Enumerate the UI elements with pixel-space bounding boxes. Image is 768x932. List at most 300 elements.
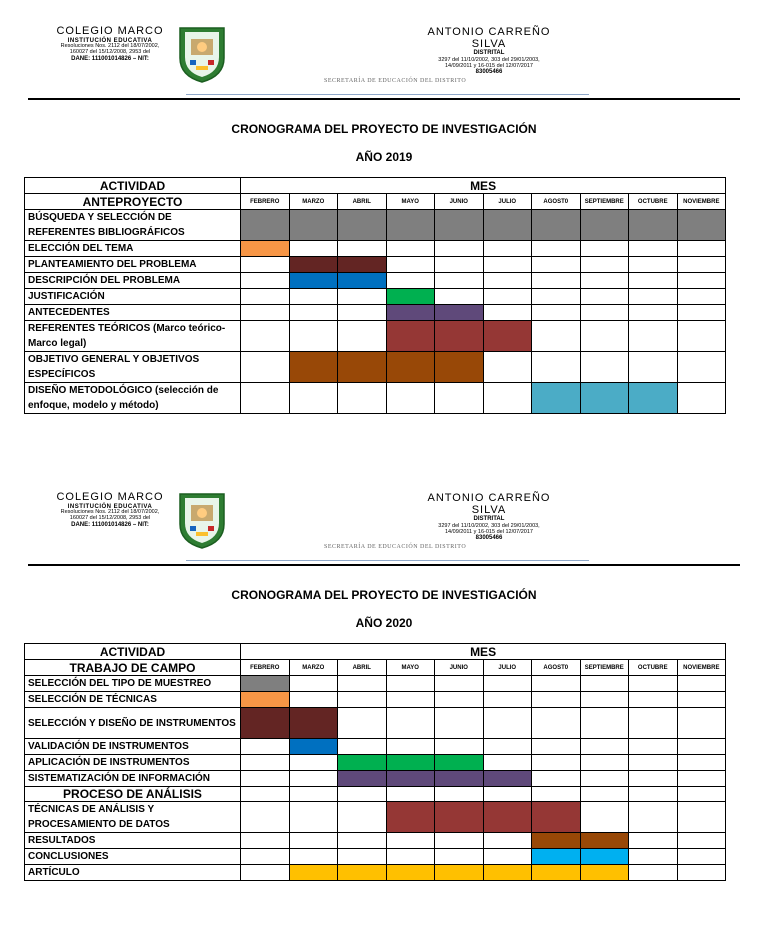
- gantt-bar-cell: [289, 739, 338, 755]
- school-block: [40, 26, 180, 63]
- gantt-bar-cell: [532, 833, 581, 849]
- gantt-cell: [241, 771, 290, 787]
- activity-label: TÉCNICAS DE ANÁLISIS Y PROCESAMIENTO DE DATOS: [25, 802, 241, 833]
- gantt-cell: [483, 289, 532, 305]
- table-row: [25, 739, 726, 755]
- gantt-cell: [386, 708, 435, 739]
- gantt-cell: [338, 739, 387, 755]
- table-row: [25, 321, 726, 352]
- month-header: JUNIO: [435, 194, 484, 210]
- gantt-cell: [532, 692, 581, 708]
- gantt-cell: [435, 739, 484, 755]
- activity-label: SISTEMATIZACIÓN DE INFORMACIÓN: [25, 771, 241, 787]
- gantt-bar-cell: [435, 802, 484, 833]
- table-row: [25, 273, 726, 289]
- resolutions-line-2: 160027 del 15/12/2008, 2953 del: [69, 48, 151, 55]
- activity-label: DISEÑO METODOLÓGICO (selección de enfoque, modelo y método): [25, 383, 241, 414]
- month-header: JUNIO: [435, 660, 484, 676]
- gantt-cell: [580, 273, 629, 289]
- gantt-cell: [386, 257, 435, 273]
- gantt-cell: [629, 865, 678, 881]
- month-header: MAYO: [386, 194, 435, 210]
- gantt-cell: [483, 305, 532, 321]
- gantt-cell: [483, 352, 532, 383]
- gantt-bar-cell: [241, 708, 290, 739]
- gantt-cell: [289, 755, 338, 771]
- gantt-bar-cell: [435, 865, 484, 881]
- gantt-cell: [629, 305, 678, 321]
- header-divider-blue: [186, 94, 589, 95]
- gantt-cell: [629, 708, 678, 739]
- group-label: TRABAJO DE CAMPO: [25, 660, 241, 676]
- gantt-bar-cell: [435, 352, 484, 383]
- gantt-cell: [677, 273, 726, 289]
- table-row: [25, 383, 726, 414]
- gantt-cell: [532, 305, 581, 321]
- gantt-cell: [435, 787, 484, 802]
- resolutions-line-2: 160027 del 15/12/2008, 2953 del: [69, 514, 151, 521]
- gantt-bar-cell: [338, 352, 387, 383]
- district-label: DISTRITAL: [473, 50, 505, 57]
- right-resolutions-1: 3297 del 11/10/2002, 303 del 29/01/2003,: [438, 522, 540, 529]
- gantt-cell: [677, 321, 726, 352]
- gantt-cell: [435, 257, 484, 273]
- gantt-cell: [289, 771, 338, 787]
- gantt-bar-cell: [483, 865, 532, 881]
- gantt-cell: [580, 739, 629, 755]
- year-label-2019: AÑO 2019: [355, 150, 413, 164]
- header-divider-blue: [186, 560, 589, 561]
- gantt-cell: [483, 273, 532, 289]
- gantt-cell: [483, 833, 532, 849]
- activity-label: BÚSQUEDA Y SELECCIÓN DE REFERENTES BIBLIOGRÁFICOS: [25, 210, 241, 241]
- gantt-bar-cell: [483, 771, 532, 787]
- gantt-bar-cell: [386, 771, 435, 787]
- month-header: NOVIEMBRE: [677, 194, 726, 210]
- gantt-cell: [532, 289, 581, 305]
- gantt-cell: [677, 352, 726, 383]
- gantt-cell: [386, 383, 435, 414]
- gantt-cell: [435, 692, 484, 708]
- activity-label: PLANTEAMIENTO DEL PROBLEMA: [25, 257, 241, 273]
- gantt-bar-cell: [580, 849, 629, 865]
- activity-label: VALIDACIÓN DE INSTRUMENTOS: [25, 739, 241, 755]
- gantt-cell: [338, 692, 387, 708]
- gantt-cell: [677, 755, 726, 771]
- gantt-cell: [483, 787, 532, 802]
- gantt-cell: [629, 289, 678, 305]
- gantt-cell: [629, 241, 678, 257]
- activity-label: RESULTADOS: [25, 833, 241, 849]
- gantt-cell: [532, 352, 581, 383]
- gantt-cell: [580, 787, 629, 802]
- schedule-table-2020: [24, 643, 726, 881]
- gantt-cell: [629, 692, 678, 708]
- gantt-bar-cell: [386, 305, 435, 321]
- gantt-bar-cell: [338, 273, 387, 289]
- gantt-cell: [532, 708, 581, 739]
- gantt-bar-cell: [532, 210, 581, 241]
- gantt-cell: [483, 241, 532, 257]
- table-row: [25, 802, 726, 833]
- gantt-cell: [629, 257, 678, 273]
- gantt-bar-cell: [580, 833, 629, 849]
- gantt-bar-cell: [338, 771, 387, 787]
- gantt-cell: [386, 241, 435, 257]
- right-resolutions-1: 3297 del 11/10/2002, 303 del 29/01/2003,: [438, 56, 540, 63]
- month-header: FEBRERO: [241, 194, 290, 210]
- gantt-cell: [532, 273, 581, 289]
- gantt-bar-cell: [386, 321, 435, 352]
- schedule-table-2019: [24, 177, 726, 414]
- gantt-bar-cell: [483, 802, 532, 833]
- gantt-bar-cell: [532, 849, 581, 865]
- gantt-cell: [435, 833, 484, 849]
- gantt-cell: [386, 273, 435, 289]
- gantt-cell: [338, 321, 387, 352]
- gantt-cell: [241, 257, 290, 273]
- column-header-month: MES: [241, 178, 726, 194]
- school-name: COLEGIO MARCO: [56, 25, 164, 37]
- gantt-bar-cell: [629, 383, 678, 414]
- rector-block: [414, 26, 564, 75]
- table-row: [25, 692, 726, 708]
- page-title-2019: CRONOGRAMA DEL PROYECTO DE INVESTIGACIÓN: [231, 122, 537, 136]
- gantt-cell: [532, 787, 581, 802]
- gantt-cell: [580, 771, 629, 787]
- gantt-bar-cell: [435, 771, 484, 787]
- gantt-cell: [435, 708, 484, 739]
- gantt-cell: [289, 305, 338, 321]
- table-row: [25, 755, 726, 771]
- gantt-cell: [241, 755, 290, 771]
- resolutions-line-1: Resoluciones Nos. 2112 del 18/07/2002,: [60, 508, 160, 515]
- gantt-cell: [241, 273, 290, 289]
- header-row: [25, 178, 726, 194]
- month-header: OCTUBRE: [629, 194, 678, 210]
- gantt-bar-cell: [386, 210, 435, 241]
- month-header: ABRIL: [338, 660, 387, 676]
- gantt-cell: [677, 289, 726, 305]
- gantt-cell: [483, 739, 532, 755]
- gantt-bar-cell: [532, 865, 581, 881]
- column-header-month: MES: [241, 644, 726, 660]
- phone-number: 83005466: [475, 68, 503, 75]
- activity-label: OBJETIVO GENERAL Y OBJETIVOS ESPECÍFICOS: [25, 352, 241, 383]
- header-divider-black: [28, 98, 740, 100]
- table-row: [25, 210, 726, 241]
- gantt-cell: [483, 383, 532, 414]
- gantt-bar-cell: [289, 708, 338, 739]
- table-row: [25, 787, 726, 802]
- gantt-cell: [677, 305, 726, 321]
- gantt-cell: [580, 321, 629, 352]
- gantt-cell: [241, 289, 290, 305]
- gantt-bar-cell: [289, 273, 338, 289]
- gantt-cell: [483, 708, 532, 739]
- gantt-bar-cell: [241, 210, 290, 241]
- gantt-cell: [677, 865, 726, 881]
- gantt-cell: [580, 352, 629, 383]
- gantt-bar-cell: [386, 865, 435, 881]
- gantt-cell: [580, 755, 629, 771]
- gantt-cell: [629, 833, 678, 849]
- gantt-cell: [338, 305, 387, 321]
- activity-label: ARTÍCULO: [25, 865, 241, 881]
- gantt-bar-cell: [580, 210, 629, 241]
- activity-label: SELECCIÓN Y DISEÑO DE INSTRUMENTOS: [25, 708, 241, 739]
- gantt-cell: [289, 321, 338, 352]
- gantt-cell: [580, 708, 629, 739]
- gantt-cell: [338, 787, 387, 802]
- gantt-bar-cell: [338, 210, 387, 241]
- gantt-cell: [629, 352, 678, 383]
- activity-label: ANTECEDENTES: [25, 305, 241, 321]
- gantt-bar-cell: [338, 755, 387, 771]
- school-crest-logo: [176, 490, 228, 550]
- month-header: JULIO: [483, 194, 532, 210]
- gantt-cell: [677, 833, 726, 849]
- gantt-cell: [483, 755, 532, 771]
- gantt-cell: [338, 289, 387, 305]
- gantt-cell: [629, 273, 678, 289]
- resolutions-line-1: Resoluciones Nos. 2112 del 18/07/2002,: [60, 42, 160, 49]
- gantt-cell: [677, 241, 726, 257]
- gantt-bar-cell: [580, 383, 629, 414]
- activity-label: DESCRIPCIÓN DEL PROBLEMA: [25, 273, 241, 289]
- gantt-cell: [677, 692, 726, 708]
- year-label-2020: AÑO 2020: [355, 616, 413, 630]
- gantt-cell: [289, 833, 338, 849]
- institution-type: INSTITUCIÓN EDUCATIVA: [67, 37, 153, 44]
- gantt-cell: [629, 739, 678, 755]
- gantt-cell: [435, 241, 484, 257]
- gantt-cell: [580, 692, 629, 708]
- activity-label: ELECCIÓN DEL TEMA: [25, 241, 241, 257]
- gantt-cell: [241, 352, 290, 383]
- activity-label: REFERENTES TEÓRICOS (Marco teórico-Marco legal): [25, 321, 241, 352]
- gantt-bar-cell: [289, 352, 338, 383]
- column-header-activity: ACTIVIDAD: [25, 178, 241, 194]
- gantt-cell: [483, 257, 532, 273]
- month-header: MARZO: [289, 660, 338, 676]
- month-row: [25, 660, 726, 676]
- gantt-cell: [629, 771, 678, 787]
- header-divider-black: [28, 564, 740, 566]
- table-row: [25, 352, 726, 383]
- group-label: ANTEPROYECTO: [25, 194, 241, 210]
- gantt-cell: [629, 849, 678, 865]
- institution-type: INSTITUCIÓN EDUCATIVA: [67, 503, 153, 510]
- gantt-cell: [580, 676, 629, 692]
- gantt-bar-cell: [435, 210, 484, 241]
- gantt-cell: [241, 833, 290, 849]
- gantt-cell: [677, 849, 726, 865]
- activity-label: CONCLUSIONES: [25, 849, 241, 865]
- table-row: [25, 676, 726, 692]
- letterhead-2: [0, 476, 768, 586]
- gantt-cell: [289, 787, 338, 802]
- dane-code: DANE: 111001014826 – NIT:: [71, 56, 149, 63]
- table-row: [25, 241, 726, 257]
- gantt-cell: [241, 787, 290, 802]
- gantt-bar-cell: [532, 383, 581, 414]
- right-resolutions-2: 14/09/2011 y 16-015 del 12/07/2017: [445, 528, 533, 535]
- table-row: [25, 289, 726, 305]
- table-row: [25, 257, 726, 273]
- gantt-cell: [241, 802, 290, 833]
- gantt-cell: [386, 692, 435, 708]
- gantt-cell: [580, 241, 629, 257]
- gantt-cell: [241, 383, 290, 414]
- gantt-bar-cell: [386, 755, 435, 771]
- gantt-cell: [435, 849, 484, 865]
- gantt-cell: [338, 383, 387, 414]
- gantt-cell: [241, 321, 290, 352]
- month-header: MARZO: [289, 194, 338, 210]
- activity-label: SELECCIÓN DEL TIPO DE MUESTREO: [25, 676, 241, 692]
- rector-name: ANTONIO CARREÑO SILVA: [427, 26, 551, 51]
- gantt-cell: [338, 849, 387, 865]
- gantt-cell: [435, 273, 484, 289]
- gantt-cell: [677, 802, 726, 833]
- gantt-bar-cell: [289, 865, 338, 881]
- gantt-bar-cell: [289, 257, 338, 273]
- school-crest-logo: [176, 24, 228, 84]
- month-header: AGOST0: [532, 194, 581, 210]
- header-row: [25, 644, 726, 660]
- gantt-cell: [629, 321, 678, 352]
- district-label: DISTRITAL: [473, 516, 505, 523]
- gantt-cell: [289, 692, 338, 708]
- table-row: [25, 305, 726, 321]
- gantt-cell: [677, 787, 726, 802]
- gantt-cell: [532, 739, 581, 755]
- gantt-cell: [241, 305, 290, 321]
- gantt-cell: [532, 257, 581, 273]
- rector-block: [414, 492, 564, 541]
- section-label: PROCESO DE ANÁLISIS: [25, 787, 241, 802]
- secretaria-label: SECRETARÍA DE EDUCACIÓN DEL DISTRITO: [324, 544, 467, 550]
- right-resolutions-2: 14/09/2011 y 16-015 del 12/07/2017: [445, 62, 533, 69]
- gantt-cell: [289, 802, 338, 833]
- month-header: ABRIL: [338, 194, 387, 210]
- gantt-cell: [386, 787, 435, 802]
- gantt-cell: [289, 241, 338, 257]
- month-header: OCTUBRE: [629, 660, 678, 676]
- gantt-cell: [435, 289, 484, 305]
- dane-code: DANE: 111001014826 – NIT:: [71, 522, 149, 529]
- gantt-cell: [629, 802, 678, 833]
- gantt-cell: [532, 241, 581, 257]
- gantt-bar-cell: [435, 305, 484, 321]
- gantt-cell: [532, 771, 581, 787]
- activity-label: APLICACIÓN DE INSTRUMENTOS: [25, 755, 241, 771]
- gantt-bar-cell: [338, 257, 387, 273]
- gantt-cell: [338, 833, 387, 849]
- gantt-cell: [677, 739, 726, 755]
- gantt-bar-cell: [483, 210, 532, 241]
- gantt-cell: [677, 383, 726, 414]
- gantt-cell: [289, 676, 338, 692]
- table-row: [25, 849, 726, 865]
- gantt-cell: [677, 708, 726, 739]
- page-title-2020: CRONOGRAMA DEL PROYECTO DE INVESTIGACIÓN: [231, 588, 537, 602]
- month-header: SEPTIEMBRE: [580, 660, 629, 676]
- gantt-cell: [532, 676, 581, 692]
- secretaria-label: SECRETARÍA DE EDUCACIÓN DEL DISTRITO: [324, 78, 467, 84]
- school-block: [40, 492, 180, 529]
- activity-label: SELECCIÓN DE TÉCNICAS: [25, 692, 241, 708]
- gantt-cell: [580, 289, 629, 305]
- gantt-cell: [677, 771, 726, 787]
- table-row: [25, 865, 726, 881]
- gantt-cell: [435, 383, 484, 414]
- table-row: [25, 833, 726, 849]
- gantt-cell: [241, 849, 290, 865]
- gantt-cell: [338, 241, 387, 257]
- column-header-activity: ACTIVIDAD: [25, 644, 241, 660]
- gantt-bar-cell: [289, 210, 338, 241]
- gantt-bar-cell: [241, 676, 290, 692]
- gantt-cell: [241, 865, 290, 881]
- gantt-bar-cell: [580, 865, 629, 881]
- month-header: NOVIEMBRE: [677, 660, 726, 676]
- gantt-cell: [532, 755, 581, 771]
- gantt-bar-cell: [677, 210, 726, 241]
- gantt-cell: [629, 787, 678, 802]
- gantt-cell: [386, 676, 435, 692]
- rector-name: ANTONIO CARREÑO SILVA: [427, 492, 551, 517]
- gantt-bar-cell: [435, 321, 484, 352]
- gantt-bar-cell: [435, 755, 484, 771]
- gantt-bar-cell: [241, 241, 290, 257]
- gantt-cell: [580, 305, 629, 321]
- month-header: JULIO: [483, 660, 532, 676]
- month-header: FEBRERO: [241, 660, 290, 676]
- gantt-cell: [435, 676, 484, 692]
- gantt-cell: [386, 849, 435, 865]
- gantt-bar-cell: [629, 210, 678, 241]
- gantt-bar-cell: [386, 352, 435, 383]
- gantt-cell: [289, 383, 338, 414]
- gantt-bar-cell: [241, 692, 290, 708]
- gantt-cell: [241, 739, 290, 755]
- gantt-bar-cell: [386, 289, 435, 305]
- table-row: [25, 771, 726, 787]
- gantt-cell: [580, 257, 629, 273]
- month-row: [25, 194, 726, 210]
- gantt-cell: [338, 676, 387, 692]
- gantt-cell: [483, 849, 532, 865]
- gantt-cell: [386, 833, 435, 849]
- gantt-cell: [338, 802, 387, 833]
- gantt-cell: [677, 257, 726, 273]
- gantt-bar-cell: [386, 802, 435, 833]
- gantt-cell: [532, 321, 581, 352]
- letterhead-1: [0, 10, 768, 120]
- table-row: [25, 708, 726, 739]
- gantt-bar-cell: [532, 802, 581, 833]
- gantt-bar-cell: [338, 865, 387, 881]
- month-header: AGOST0: [532, 660, 581, 676]
- gantt-cell: [338, 708, 387, 739]
- activity-label: JUSTIFICACIÓN: [25, 289, 241, 305]
- gantt-cell: [289, 849, 338, 865]
- month-header: MAYO: [386, 660, 435, 676]
- gantt-cell: [386, 739, 435, 755]
- gantt-cell: [483, 676, 532, 692]
